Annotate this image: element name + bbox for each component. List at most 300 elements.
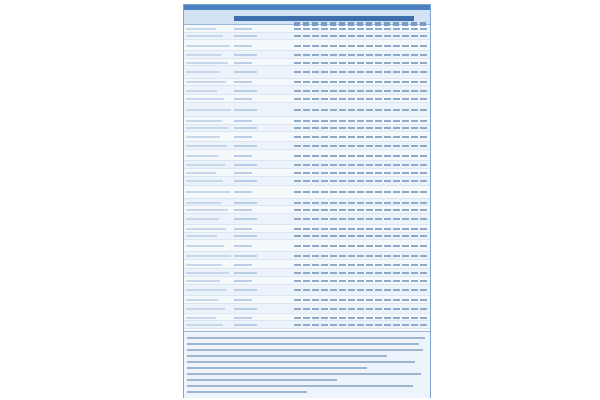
table-cell xyxy=(393,71,400,73)
table-cell xyxy=(393,172,400,174)
table-cell xyxy=(402,54,409,56)
table-cell xyxy=(420,209,427,211)
table-cell xyxy=(357,209,364,211)
table-cell xyxy=(348,71,355,73)
table-cell xyxy=(303,127,310,129)
table-cell xyxy=(330,28,337,30)
table-cell xyxy=(312,120,319,122)
table-cell xyxy=(420,235,427,237)
row-sublabel xyxy=(234,28,252,30)
table-cell xyxy=(321,228,328,230)
table-row xyxy=(184,95,430,103)
table-cell xyxy=(294,45,301,47)
table-cell xyxy=(321,35,328,37)
table-cell xyxy=(294,62,301,64)
table-cell xyxy=(384,35,391,37)
table-cell xyxy=(312,289,319,291)
table-row xyxy=(184,79,430,87)
table-cell xyxy=(411,180,418,182)
table-cell xyxy=(330,98,337,100)
row-label xyxy=(186,289,227,291)
table-cell xyxy=(420,109,427,111)
table-cell xyxy=(402,172,409,174)
table-cell xyxy=(420,191,427,193)
table-cell xyxy=(321,202,328,204)
table-cell xyxy=(339,280,346,282)
table-cell xyxy=(303,191,310,193)
table-cell xyxy=(393,28,400,30)
table-cell xyxy=(312,218,319,220)
table-row xyxy=(184,59,430,67)
table-cell xyxy=(420,71,427,73)
table-cell xyxy=(321,28,328,30)
table-cell xyxy=(375,172,382,174)
table-cell xyxy=(384,98,391,100)
table-cell xyxy=(339,164,346,166)
table-cell xyxy=(375,228,382,230)
table-cell xyxy=(294,289,301,291)
table-cell xyxy=(303,164,310,166)
table-row xyxy=(184,214,430,225)
row-sublabel xyxy=(234,164,257,166)
table-cell xyxy=(357,90,364,92)
table-cell xyxy=(348,245,355,247)
table-cell xyxy=(339,62,346,64)
table-cell xyxy=(330,54,337,56)
row-label xyxy=(186,155,218,157)
table-cell xyxy=(294,127,301,129)
table-cell xyxy=(321,98,328,100)
row-label xyxy=(186,245,224,247)
table-cell xyxy=(321,81,328,83)
table-cell xyxy=(366,45,373,47)
table-cell xyxy=(321,218,328,220)
table-cell xyxy=(330,145,337,147)
table-cell xyxy=(393,90,400,92)
table-cell xyxy=(366,98,373,100)
row-sublabel xyxy=(234,228,252,230)
table-cell xyxy=(330,218,337,220)
table-cell xyxy=(375,255,382,257)
table-cell xyxy=(393,164,400,166)
table-row xyxy=(184,285,430,296)
table-cell xyxy=(348,109,355,111)
table-cell xyxy=(294,299,301,301)
table-cell xyxy=(321,45,328,47)
table-cell xyxy=(357,81,364,83)
row-label xyxy=(186,71,219,73)
table-cell xyxy=(294,255,301,257)
table-cell xyxy=(303,145,310,147)
table-cell xyxy=(303,180,310,182)
row-label xyxy=(186,98,224,100)
table-cell xyxy=(357,235,364,237)
table-cell xyxy=(303,289,310,291)
table-cell xyxy=(357,164,364,166)
table-cell xyxy=(357,308,364,310)
table-cell xyxy=(402,308,409,310)
table-cell xyxy=(294,209,301,211)
table-cell xyxy=(411,28,418,30)
row-label xyxy=(186,264,222,266)
table-cell xyxy=(393,324,400,326)
table-cell xyxy=(366,218,373,220)
table-cell xyxy=(357,272,364,274)
table-cell xyxy=(375,71,382,73)
table-cell xyxy=(294,228,301,230)
table-cell xyxy=(348,317,355,319)
table-cell xyxy=(393,54,400,56)
table-cell xyxy=(294,54,301,56)
table-cell xyxy=(402,180,409,182)
table-cell xyxy=(384,191,391,193)
table-cell xyxy=(357,62,364,64)
table-row xyxy=(184,252,430,260)
table-cell xyxy=(420,120,427,122)
table-cell xyxy=(294,317,301,319)
table-cell xyxy=(321,308,328,310)
table-cell xyxy=(357,218,364,220)
row-label xyxy=(186,81,226,83)
row-label xyxy=(186,255,231,257)
row-label xyxy=(186,109,231,111)
table-cell xyxy=(384,272,391,274)
table-cell xyxy=(357,255,364,257)
table-cell xyxy=(339,209,346,211)
table-cell xyxy=(348,155,355,157)
table-cell xyxy=(420,54,427,56)
table-cell xyxy=(330,209,337,211)
table-cell xyxy=(384,109,391,111)
table-cell xyxy=(330,35,337,37)
table-cell xyxy=(330,127,337,129)
row-label xyxy=(186,209,228,211)
table-cell xyxy=(312,308,319,310)
table-cell xyxy=(312,145,319,147)
table-cell xyxy=(339,218,346,220)
table-cell xyxy=(303,218,310,220)
table-cell xyxy=(330,272,337,274)
table-cell xyxy=(375,35,382,37)
row-sublabel xyxy=(234,308,257,310)
table-cell xyxy=(294,28,301,30)
table-cell xyxy=(384,62,391,64)
table-cell xyxy=(420,90,427,92)
table-cell xyxy=(357,127,364,129)
table-row xyxy=(184,51,430,59)
table-row xyxy=(184,225,430,233)
table-cell xyxy=(357,98,364,100)
table-cell xyxy=(348,324,355,326)
table-cell xyxy=(411,71,418,73)
table-cell xyxy=(348,235,355,237)
table-cell xyxy=(411,54,418,56)
table-cell xyxy=(393,202,400,204)
table-cell xyxy=(348,299,355,301)
table-cell xyxy=(348,45,355,47)
table-cell xyxy=(384,136,391,138)
table-cell xyxy=(339,191,346,193)
table-cell xyxy=(384,245,391,247)
table-cell xyxy=(303,81,310,83)
table-cell xyxy=(357,228,364,230)
table-cell xyxy=(348,145,355,147)
table-cell xyxy=(303,209,310,211)
row-label xyxy=(186,218,219,220)
table-cell xyxy=(348,202,355,204)
table-cell xyxy=(384,289,391,291)
table-cell xyxy=(375,145,382,147)
table-cell xyxy=(321,280,328,282)
column-group-header-1 xyxy=(234,16,292,21)
table-cell xyxy=(303,155,310,157)
table-cell xyxy=(357,54,364,56)
row-label xyxy=(186,308,225,310)
table-cell xyxy=(375,28,382,30)
table-cell xyxy=(339,45,346,47)
table-cell xyxy=(339,245,346,247)
table-cell xyxy=(420,289,427,291)
table-cell xyxy=(294,71,301,73)
table-cell xyxy=(348,191,355,193)
table-cell xyxy=(330,120,337,122)
table-cell xyxy=(384,308,391,310)
table-cell xyxy=(393,235,400,237)
table-cell xyxy=(348,255,355,257)
table-cell xyxy=(384,228,391,230)
table-cell xyxy=(411,90,418,92)
table-cell xyxy=(384,145,391,147)
table-cell xyxy=(294,202,301,204)
table-cell xyxy=(339,54,346,56)
table-cell xyxy=(402,228,409,230)
table-cell xyxy=(303,45,310,47)
table-cell xyxy=(339,109,346,111)
table-cell xyxy=(348,289,355,291)
table-cell xyxy=(303,264,310,266)
table-cell xyxy=(294,324,301,326)
table-cell xyxy=(402,218,409,220)
table-cell xyxy=(312,324,319,326)
table-cell xyxy=(393,180,400,182)
table-cell xyxy=(366,90,373,92)
table-cell xyxy=(375,136,382,138)
table-cell xyxy=(321,120,328,122)
table-cell xyxy=(384,209,391,211)
table-cell xyxy=(366,54,373,56)
table-cell xyxy=(303,255,310,257)
table-cell xyxy=(375,264,382,266)
table-cell xyxy=(420,299,427,301)
table-cell xyxy=(303,245,310,247)
table-cell xyxy=(420,180,427,182)
table-cell xyxy=(384,264,391,266)
table-row xyxy=(184,150,430,161)
table-cell xyxy=(339,136,346,138)
row-sublabel xyxy=(234,299,252,301)
table-row xyxy=(184,142,430,150)
table-row xyxy=(184,117,430,125)
table-cell xyxy=(357,136,364,138)
table-row xyxy=(184,321,430,329)
table-cell xyxy=(348,127,355,129)
footnote-line xyxy=(187,343,419,345)
footnote-line xyxy=(187,373,421,375)
row-label xyxy=(186,299,218,301)
table-cell xyxy=(366,272,373,274)
table-cell xyxy=(339,264,346,266)
table-cell xyxy=(375,218,382,220)
table-cell xyxy=(420,81,427,83)
table-cell xyxy=(348,54,355,56)
table-cell xyxy=(411,98,418,100)
table-cell xyxy=(393,145,400,147)
table-cell xyxy=(420,28,427,30)
table-cell xyxy=(375,180,382,182)
table-cell xyxy=(303,90,310,92)
table-cell xyxy=(393,120,400,122)
table-cell xyxy=(411,136,418,138)
footnotes-block xyxy=(184,331,430,398)
table-cell xyxy=(402,289,409,291)
table-cell xyxy=(420,317,427,319)
table-cell xyxy=(366,308,373,310)
table-cell xyxy=(375,324,382,326)
column-group-header-2 xyxy=(292,16,354,21)
table-cell xyxy=(312,109,319,111)
table-cell xyxy=(366,228,373,230)
footnote-line xyxy=(187,337,425,339)
table-cell xyxy=(339,145,346,147)
table-cell xyxy=(321,109,328,111)
table-cell xyxy=(294,172,301,174)
table-cell xyxy=(321,90,328,92)
table-cell xyxy=(312,155,319,157)
table-cell xyxy=(330,90,337,92)
row-sublabel xyxy=(234,202,257,204)
row-label xyxy=(186,324,223,326)
table-cell xyxy=(330,280,337,282)
row-label xyxy=(186,280,220,282)
table-cell xyxy=(366,71,373,73)
table-cell xyxy=(420,136,427,138)
table-cell xyxy=(312,164,319,166)
table-cell xyxy=(312,255,319,257)
row-label xyxy=(186,228,226,230)
row-sublabel xyxy=(234,245,252,247)
table-cell xyxy=(330,255,337,257)
table-cell xyxy=(384,317,391,319)
table-cell xyxy=(366,28,373,30)
table-cell xyxy=(330,45,337,47)
table-cell xyxy=(348,209,355,211)
table-cell xyxy=(411,127,418,129)
table-cell xyxy=(339,155,346,157)
table-cell xyxy=(339,35,346,37)
table-cell xyxy=(312,98,319,100)
table-cell xyxy=(411,172,418,174)
table-cell xyxy=(357,324,364,326)
table-cell xyxy=(339,202,346,204)
table-cell xyxy=(375,120,382,122)
table-cell xyxy=(393,109,400,111)
row-sublabel xyxy=(234,120,252,122)
table-cell xyxy=(294,264,301,266)
table-row xyxy=(184,260,430,269)
table-cell xyxy=(339,317,346,319)
table-cell xyxy=(375,299,382,301)
table-cell xyxy=(339,235,346,237)
row-label xyxy=(186,164,225,166)
table-cell xyxy=(303,71,310,73)
table-cell xyxy=(411,81,418,83)
table-cell xyxy=(321,317,328,319)
table-cell xyxy=(375,90,382,92)
table-cell xyxy=(375,54,382,56)
table-cell xyxy=(411,45,418,47)
table-cell xyxy=(357,180,364,182)
table-cell xyxy=(420,272,427,274)
table-cell xyxy=(393,317,400,319)
table-cell xyxy=(294,280,301,282)
table-cell xyxy=(339,324,346,326)
table-cell xyxy=(366,136,373,138)
table-cell xyxy=(393,299,400,301)
table-cell xyxy=(330,164,337,166)
table-cell xyxy=(375,62,382,64)
table-cell xyxy=(411,228,418,230)
table-cell xyxy=(321,209,328,211)
table-cell xyxy=(393,62,400,64)
table-cell xyxy=(411,308,418,310)
table-cell xyxy=(366,264,373,266)
table-cell xyxy=(330,191,337,193)
table-cell xyxy=(348,81,355,83)
table-cell xyxy=(357,145,364,147)
row-sublabel xyxy=(234,264,252,266)
table-cell xyxy=(393,218,400,220)
table-cell xyxy=(321,264,328,266)
table-cell xyxy=(375,245,382,247)
table-cell xyxy=(348,164,355,166)
table-row xyxy=(184,103,430,117)
table-cell xyxy=(420,45,427,47)
table-cell xyxy=(303,272,310,274)
table-cell xyxy=(402,145,409,147)
table-cell xyxy=(357,299,364,301)
table-cell xyxy=(420,245,427,247)
table-row xyxy=(184,304,430,314)
table-cell xyxy=(312,191,319,193)
table-cell xyxy=(312,202,319,204)
table-cell xyxy=(402,255,409,257)
table-cell xyxy=(294,98,301,100)
table-cell xyxy=(339,308,346,310)
table-cell xyxy=(312,35,319,37)
table-cell xyxy=(312,54,319,56)
table-cell xyxy=(384,180,391,182)
row-label xyxy=(186,145,227,147)
column-group-header-3 xyxy=(354,16,414,21)
table-cell xyxy=(420,98,427,100)
table-cell xyxy=(321,164,328,166)
table-cell xyxy=(348,98,355,100)
table-cell xyxy=(384,172,391,174)
table-cell xyxy=(303,308,310,310)
table-cell xyxy=(420,228,427,230)
table-cell xyxy=(321,235,328,237)
row-label xyxy=(186,62,228,64)
